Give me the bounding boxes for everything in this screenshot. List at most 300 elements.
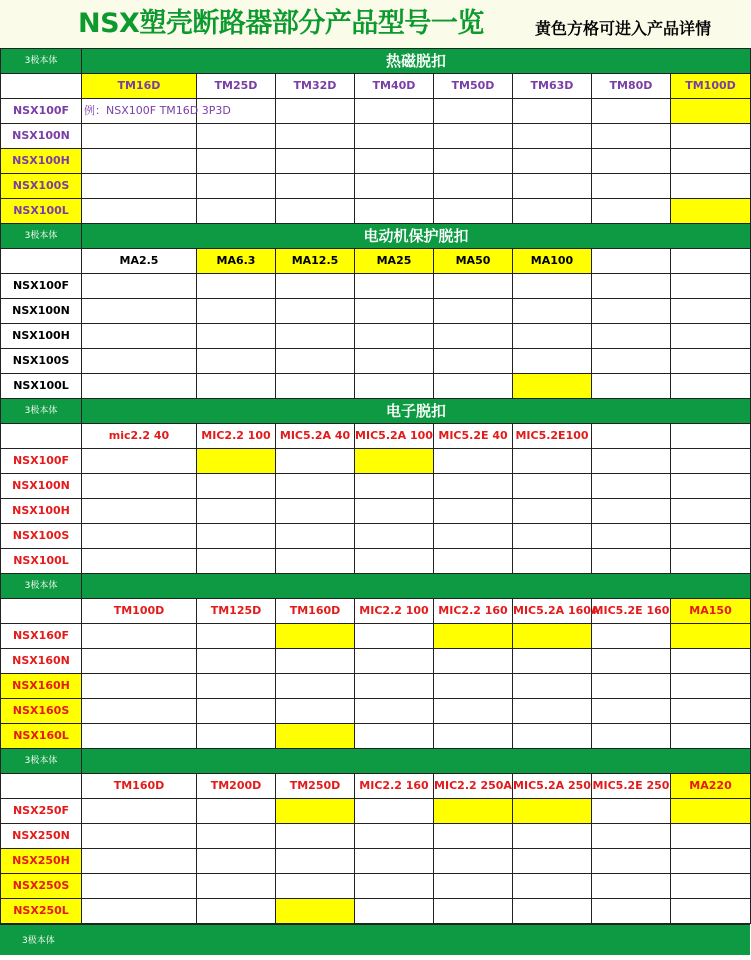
table-cell (197, 149, 276, 174)
band-label: 3极本体 (1, 224, 82, 249)
table-cell (197, 874, 276, 899)
table-cell (355, 799, 434, 824)
product-link-cell[interactable] (513, 799, 592, 824)
table-cell (592, 174, 671, 199)
trip-unit-header: MIC2.2 160 (355, 774, 434, 799)
model-label: NSX100H (1, 499, 82, 524)
table-cell (671, 324, 751, 349)
table-cell (355, 149, 434, 174)
table-cell (197, 549, 276, 574)
trip-unit-header: TM32D (276, 74, 355, 99)
table-cell (197, 199, 276, 224)
table-row (1, 449, 751, 474)
table-cell (82, 899, 197, 924)
table-cell (355, 824, 434, 849)
table-cell (355, 499, 434, 524)
table-cell (434, 349, 513, 374)
table-cell (82, 124, 197, 149)
table-cell (592, 624, 671, 649)
table-row (1, 724, 751, 749)
table-row (1, 99, 751, 124)
table-cell (276, 199, 355, 224)
trip-unit-header: TM200D (197, 774, 276, 799)
table-cell (197, 799, 276, 824)
table-cell (513, 274, 592, 299)
table-cell (355, 849, 434, 874)
trip-unit-header[interactable]: TM16D (82, 74, 197, 99)
model-label: NSX250N (1, 824, 82, 849)
product-link-cell[interactable] (671, 199, 751, 224)
product-model-table (0, 48, 751, 924)
table-cell (355, 199, 434, 224)
product-link-cell[interactable] (671, 624, 751, 649)
table-cell (434, 649, 513, 674)
model-label: NSX100N (1, 124, 82, 149)
trip-unit-header: mic2.2 40 (82, 424, 197, 449)
table-cell (513, 324, 592, 349)
table-cell (434, 449, 513, 474)
table-cell (592, 724, 671, 749)
table-cell (671, 699, 751, 724)
table-cell (197, 624, 276, 649)
table-cell (434, 674, 513, 699)
table-cell (592, 499, 671, 524)
table-cell (355, 324, 434, 349)
table-cell (671, 649, 751, 674)
section-band (1, 224, 751, 249)
table-cell (513, 349, 592, 374)
table-cell (592, 524, 671, 549)
trip-unit-header[interactable]: MA25 (355, 249, 434, 274)
model-label[interactable]: NSX250S (1, 874, 82, 899)
table-cell (276, 824, 355, 849)
table-cell (82, 499, 197, 524)
table-cell (82, 824, 197, 849)
product-link-cell[interactable] (434, 624, 513, 649)
table-cell (82, 274, 197, 299)
table-cell (671, 124, 751, 149)
model-label: NSX100S (1, 524, 82, 549)
table-cell (592, 149, 671, 174)
table-cell (671, 724, 751, 749)
table-cell (671, 174, 751, 199)
table-row (1, 624, 751, 649)
table-cell (276, 649, 355, 674)
product-link-cell[interactable] (276, 899, 355, 924)
section-title (82, 574, 751, 599)
table-cell (434, 824, 513, 849)
table-cell (355, 624, 434, 649)
table-cell (355, 299, 434, 324)
model-label[interactable]: NSX100L (1, 199, 82, 224)
example-text: 例：NSX100F TM16D 3P3D (84, 104, 231, 117)
table-cell (434, 874, 513, 899)
table-cell (82, 199, 197, 224)
table-cell (513, 299, 592, 324)
table-cell (197, 649, 276, 674)
corner-cell (1, 424, 82, 449)
page-header (0, 0, 750, 48)
model-label: NSX160F (1, 624, 82, 649)
trip-unit-header (671, 249, 751, 274)
table-cell (276, 499, 355, 524)
table-cell (355, 474, 434, 499)
table-cell (355, 274, 434, 299)
model-label: NSX100L (1, 549, 82, 574)
trip-unit-header: TM125D (197, 599, 276, 624)
model-label: NSX100N (1, 299, 82, 324)
table-cell (82, 849, 197, 874)
table-cell (197, 324, 276, 349)
table-cell (671, 474, 751, 499)
table-cell (592, 549, 671, 574)
trip-unit-header[interactable]: TM100D (671, 74, 751, 99)
table-cell (82, 349, 197, 374)
trip-unit-header[interactable]: MA6.3 (197, 249, 276, 274)
model-label[interactable]: NSX160S (1, 699, 82, 724)
table-cell (276, 299, 355, 324)
table-row (1, 474, 751, 499)
model-label: NSX250F (1, 799, 82, 824)
table-cell (434, 99, 513, 124)
section-title (82, 749, 751, 774)
trip-unit-header: TM50D (434, 74, 513, 99)
trip-unit-header: MIC5.2A 100 (355, 424, 434, 449)
trip-unit-header-row (1, 249, 751, 274)
table-row (1, 174, 751, 199)
table-cell (276, 149, 355, 174)
product-link-cell[interactable] (434, 799, 513, 824)
table-cell (197, 299, 276, 324)
model-label: NSX100N (1, 474, 82, 499)
table-cell (82, 324, 197, 349)
table-cell (671, 149, 751, 174)
table-cell (513, 174, 592, 199)
table-cell (355, 674, 434, 699)
trip-unit-header: MA2.5 (82, 249, 197, 274)
table-cell (197, 699, 276, 724)
corner-cell (1, 599, 82, 624)
table-cell (592, 299, 671, 324)
table-cell (434, 549, 513, 574)
table-cell (513, 449, 592, 474)
table-cell (592, 699, 671, 724)
trip-unit-header: TM160D (276, 599, 355, 624)
model-label: NSX100H (1, 324, 82, 349)
table-cell (671, 549, 751, 574)
table-cell (82, 724, 197, 749)
corner-cell (1, 74, 82, 99)
trip-unit-header: MIC2.2 250A (434, 774, 513, 799)
table-cell (276, 274, 355, 299)
product-link-cell[interactable] (276, 624, 355, 649)
table-cell (434, 899, 513, 924)
table-cell (82, 549, 197, 574)
table-cell (276, 324, 355, 349)
table-cell (592, 124, 671, 149)
table-cell (513, 899, 592, 924)
table-cell (197, 274, 276, 299)
table-cell (82, 799, 197, 824)
table-cell (276, 849, 355, 874)
table-cell (513, 499, 592, 524)
table-cell (82, 874, 197, 899)
section-band (1, 749, 751, 774)
model-label: NSX100F (1, 99, 82, 124)
table-cell (592, 899, 671, 924)
model-label[interactable]: NSX250H (1, 849, 82, 874)
trip-unit-header (592, 249, 671, 274)
trip-unit-header: TM250D (276, 774, 355, 799)
table-row (1, 674, 751, 699)
table-cell (197, 499, 276, 524)
trip-unit-header: TM100D (82, 599, 197, 624)
table-row (1, 549, 751, 574)
table-cell (513, 99, 592, 124)
table-cell (355, 699, 434, 724)
table-cell (434, 499, 513, 524)
trip-unit-header: TM63D (513, 74, 592, 99)
table-cell (197, 524, 276, 549)
table-cell (355, 349, 434, 374)
table-cell (355, 524, 434, 549)
table-row (1, 799, 751, 824)
table-row (1, 349, 751, 374)
table-cell (513, 549, 592, 574)
trip-unit-header: MIC5.2A 250 (513, 774, 592, 799)
table-cell (197, 849, 276, 874)
product-link-cell[interactable] (276, 799, 355, 824)
product-link-cell[interactable] (355, 449, 434, 474)
section-title: 电子脱扣 (82, 399, 751, 424)
trip-unit-header-row (1, 74, 751, 99)
table-cell (592, 824, 671, 849)
table-cell (671, 899, 751, 924)
product-link-cell[interactable] (513, 624, 592, 649)
table-cell (197, 124, 276, 149)
product-link-cell[interactable] (197, 449, 276, 474)
table-cell (276, 874, 355, 899)
product-link-cell[interactable] (671, 99, 751, 124)
table-cell (513, 199, 592, 224)
trip-unit-header: MIC5.2E 160 (592, 599, 671, 624)
trip-unit-header: TM40D (355, 74, 434, 99)
model-label: NSX100S (1, 349, 82, 374)
table-cell (276, 474, 355, 499)
table-cell (513, 824, 592, 849)
table-cell (276, 524, 355, 549)
table-cell (434, 324, 513, 349)
table-cell (434, 274, 513, 299)
band-label: 3极本体 (1, 399, 82, 424)
table-cell (513, 699, 592, 724)
table-cell (434, 374, 513, 399)
table-cell (82, 474, 197, 499)
table-row (1, 699, 751, 724)
table-cell (513, 474, 592, 499)
table-row (1, 874, 751, 899)
model-label[interactable]: NSX250L (1, 899, 82, 924)
trip-unit-header: MIC5.2E 40 (434, 424, 513, 449)
table-cell (513, 849, 592, 874)
table-cell (276, 349, 355, 374)
table-cell (82, 99, 231, 124)
trip-unit-header: MIC2.2 100 (197, 424, 276, 449)
table-row (1, 149, 751, 174)
table-cell (592, 349, 671, 374)
trip-unit-header[interactable]: MA12.5 (276, 249, 355, 274)
table-cell (671, 499, 751, 524)
table-row (1, 199, 751, 224)
table-cell (592, 374, 671, 399)
table-cell (355, 99, 434, 124)
table-cell (82, 174, 197, 199)
trip-unit-header-row (1, 774, 751, 799)
product-link-cell[interactable] (276, 724, 355, 749)
table-row (1, 499, 751, 524)
trip-unit-header (671, 424, 751, 449)
table-cell (276, 374, 355, 399)
trip-unit-header[interactable]: MA220 (671, 774, 751, 799)
table-cell (671, 349, 751, 374)
table-row (1, 849, 751, 874)
model-label: NSX160N (1, 649, 82, 674)
trip-unit-header: MIC2.2 160 (434, 599, 513, 624)
table-row (1, 274, 751, 299)
band-label: 3极本体 (1, 49, 82, 74)
table-cell (592, 649, 671, 674)
table-cell (434, 149, 513, 174)
section-band (1, 574, 751, 599)
table-cell (82, 624, 197, 649)
trip-unit-header[interactable]: MA150 (671, 599, 751, 624)
table-row (1, 649, 751, 674)
table-row (1, 124, 751, 149)
trip-unit-header (592, 424, 671, 449)
table-cell (671, 299, 751, 324)
corner-cell (1, 249, 82, 274)
table-cell (434, 299, 513, 324)
trip-unit-header: MIC5.2E 250 (592, 774, 671, 799)
trip-unit-header: TM25D (197, 74, 276, 99)
table-cell (276, 699, 355, 724)
table-cell (671, 849, 751, 874)
table-cell (592, 799, 671, 824)
table-cell (355, 899, 434, 924)
table-row (1, 899, 751, 924)
table-cell (355, 724, 434, 749)
table-cell (82, 374, 197, 399)
table-cell (276, 99, 355, 124)
model-label[interactable]: NSX100S (1, 174, 82, 199)
table-cell (355, 174, 434, 199)
table-cell (592, 274, 671, 299)
table-cell (82, 149, 197, 174)
table-cell (592, 874, 671, 899)
section-band (1, 49, 751, 74)
trip-unit-header: MIC5.2A 160A (513, 599, 592, 624)
table-cell (513, 149, 592, 174)
table-cell (434, 174, 513, 199)
table-cell (513, 674, 592, 699)
model-label[interactable]: NSX160L (1, 724, 82, 749)
trip-unit-header: MIC5.2E100 (513, 424, 592, 449)
table-cell (82, 299, 197, 324)
table-cell (671, 274, 751, 299)
table-cell (276, 549, 355, 574)
table-row (1, 299, 751, 324)
section-title: 热磁脱扣 (82, 49, 751, 74)
table-cell (513, 649, 592, 674)
table-cell (434, 699, 513, 724)
model-label[interactable]: NSX160H (1, 674, 82, 699)
table-cell (434, 124, 513, 149)
table-cell (355, 549, 434, 574)
model-label: NSX100F (1, 274, 82, 299)
table-cell (197, 674, 276, 699)
table-cell (434, 474, 513, 499)
table-cell (434, 724, 513, 749)
table-cell (355, 124, 434, 149)
table-cell (592, 199, 671, 224)
table-cell (276, 124, 355, 149)
table-cell (197, 824, 276, 849)
table-cell (276, 674, 355, 699)
model-label: NSX100L (1, 374, 82, 399)
table-cell (671, 824, 751, 849)
table-cell (355, 649, 434, 674)
trip-unit-header: MIC5.2A 40 (276, 424, 355, 449)
table-cell (592, 324, 671, 349)
trip-unit-header: MIC2.2 100 (355, 599, 434, 624)
trip-unit-header: TM80D (592, 74, 671, 99)
table-cell (197, 899, 276, 924)
table-cell (82, 649, 197, 674)
table-cell (592, 99, 671, 124)
table-cell (197, 474, 276, 499)
trip-unit-header[interactable]: MA50 (434, 249, 513, 274)
trip-unit-header[interactable]: MA100 (513, 249, 592, 274)
table-row (1, 374, 751, 399)
table-cell (82, 449, 197, 474)
table-cell (513, 724, 592, 749)
table-cell (197, 174, 276, 199)
corner-cell (1, 774, 82, 799)
table-cell (82, 699, 197, 724)
table-cell (434, 849, 513, 874)
model-label[interactable]: NSX100H (1, 149, 82, 174)
table-cell (434, 524, 513, 549)
table-cell (671, 524, 751, 549)
section-band (1, 399, 751, 424)
table-row (1, 524, 751, 549)
product-link-cell[interactable] (671, 799, 751, 824)
product-link-cell[interactable] (513, 374, 592, 399)
trip-unit-header-row (1, 599, 751, 624)
table-cell (434, 199, 513, 224)
table-cell (671, 874, 751, 899)
trip-unit-header: TM160D (82, 774, 197, 799)
table-cell (671, 449, 751, 474)
table-cell (197, 724, 276, 749)
table-cell (513, 524, 592, 549)
page-title: NSX塑壳断路器部分产品型号一览 (78, 8, 484, 39)
table-cell (592, 449, 671, 474)
table-cell (513, 874, 592, 899)
table-cell (513, 124, 592, 149)
trip-unit-header-row (1, 424, 751, 449)
model-label: NSX100F (1, 449, 82, 474)
